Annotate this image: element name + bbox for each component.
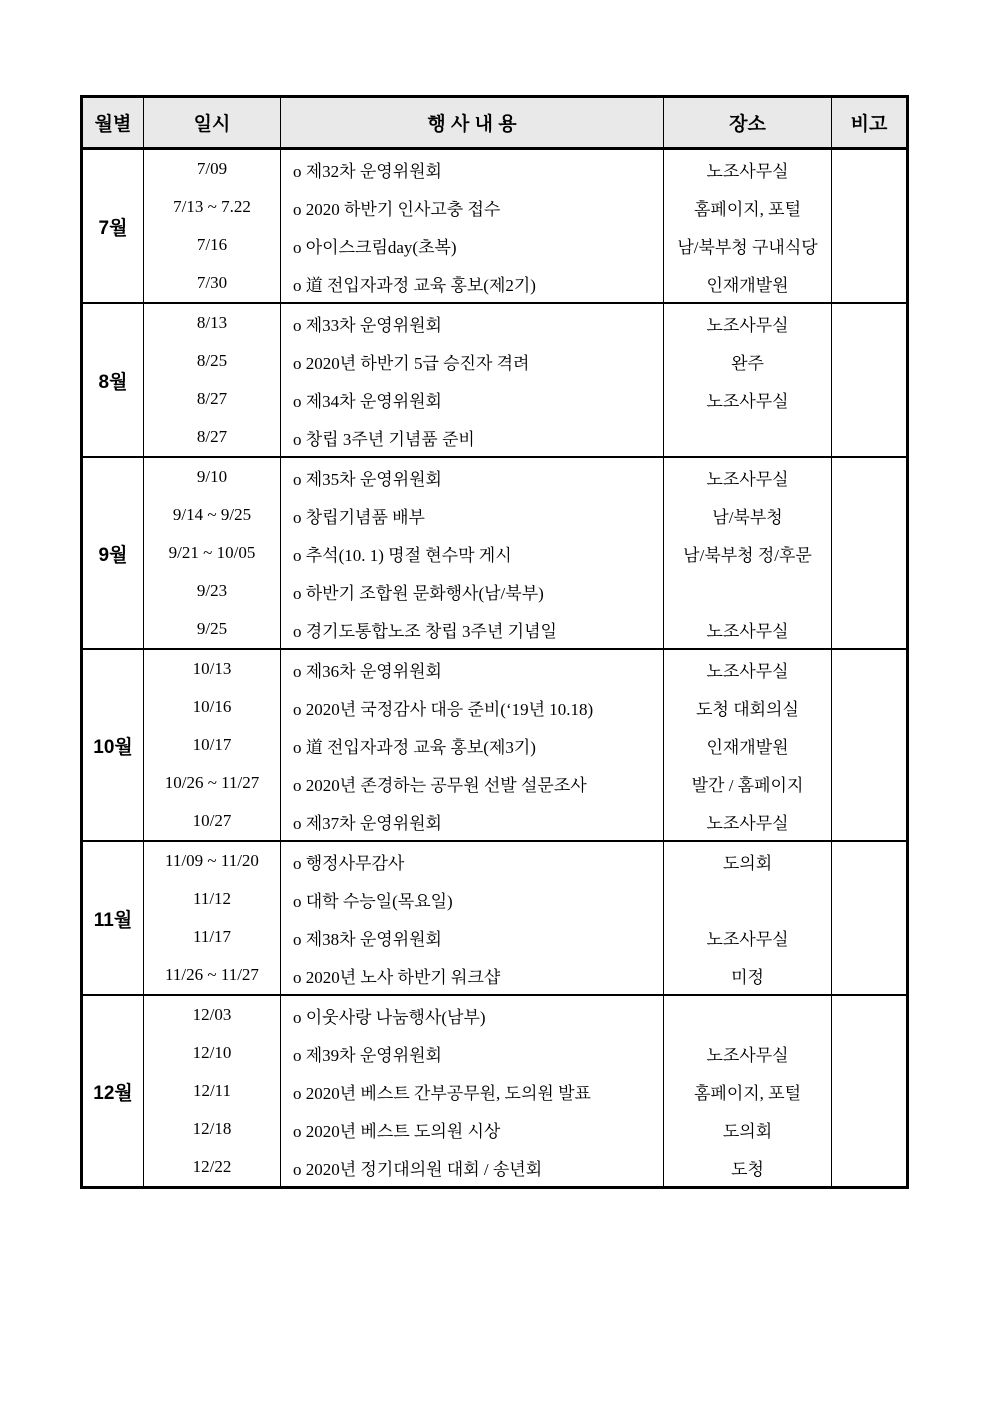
event-place: 홈페이지, 포털 — [693, 1083, 802, 1103]
event-place: 인재개발원 — [706, 737, 789, 757]
event-date: 9/25 — [196, 619, 228, 638]
month-section-row — [82, 303, 908, 457]
event-date: 12/03 — [192, 1005, 232, 1024]
event-content: o 창립 3주년 기념품 준비 — [293, 429, 475, 449]
event-content: o 2020년 베스트 도의원 시상 — [293, 1121, 501, 1141]
event-place: 도의회 — [722, 853, 773, 873]
event-date: 9/21 ~ 10/05 — [168, 543, 256, 562]
event-date: 10/16 — [192, 697, 232, 716]
event-place: 발간 / 홈페이지 — [691, 775, 804, 795]
event-content: o 하반기 조합원 문화행사(남/북부) — [293, 583, 544, 603]
event-date: 9/23 — [196, 581, 228, 600]
note-cell — [832, 457, 908, 649]
event-date: 10/26 ~ 11/27 — [164, 773, 260, 792]
event-content: o 제32차 운영위원회 — [293, 161, 442, 181]
place-column — [664, 649, 832, 841]
event-content: o 2020년 하반기 5급 승진자 격려 — [293, 353, 530, 373]
event-content: o 제36차 운영위원회 — [293, 661, 442, 681]
place-column — [664, 995, 832, 1188]
content-column — [281, 841, 664, 995]
place-column — [664, 303, 832, 457]
event-date: 7/09 — [196, 159, 228, 178]
event-schedule-table — [80, 95, 909, 1189]
place-column — [664, 841, 832, 995]
date-column — [144, 149, 281, 304]
event-place: 노조사무실 — [706, 813, 789, 833]
event-content: o 2020년 존경하는 공무원 선발 설문조사 — [293, 775, 587, 795]
event-place: 남/북부청 정/후문 — [683, 545, 812, 565]
event-date: 10/27 — [192, 811, 232, 830]
month-label: 12월 — [82, 995, 144, 1188]
event-content: o 道 전입자과정 교육 홍보(제3기) — [293, 737, 536, 757]
event-content: o 2020년 노사 하반기 워크샵 — [293, 967, 501, 987]
event-date: 8/27 — [196, 389, 228, 408]
event-place: 완주 — [731, 353, 764, 373]
event-content: o 2020년 정기대의원 대회 / 송년회 — [293, 1159, 543, 1179]
month-label: 7월 — [82, 149, 144, 304]
event-place: 도청 대회의실 — [696, 699, 799, 719]
event-content: o 이웃사랑 나눔행사(남부) — [293, 1007, 486, 1027]
date-column — [144, 649, 281, 841]
event-content: o 제35차 운영위원회 — [293, 469, 442, 489]
event-place: 노조사무실 — [706, 1045, 789, 1065]
event-date: 10/13 — [192, 659, 232, 678]
month-label: 11월 — [82, 841, 144, 995]
event-date: 9/14 ~ 9/25 — [172, 505, 252, 524]
event-place: 노조사무실 — [706, 469, 789, 489]
event-place: 노조사무실 — [706, 161, 789, 181]
event-content: o 대학 수능일(목요일) — [293, 891, 453, 911]
event-content: o 2020년 베스트 간부공무원, 도의원 발표 — [293, 1083, 591, 1103]
content-column — [281, 149, 664, 304]
event-content: o 창립기념품 배부 — [293, 507, 425, 527]
header-date: 일시 — [144, 97, 281, 149]
event-content: o 제37차 운영위원회 — [293, 813, 442, 833]
month-label: 10월 — [82, 649, 144, 841]
event-content: o 제33차 운영위원회 — [293, 315, 442, 335]
event-date: 8/27 — [196, 427, 228, 446]
header-place: 장소 — [664, 97, 832, 149]
month-section-row — [82, 841, 908, 995]
date-column — [144, 457, 281, 649]
event-content: o 제34차 운영위원회 — [293, 391, 442, 411]
event-place: 노조사무실 — [706, 661, 789, 681]
table-header-row — [82, 97, 908, 149]
month-section-row — [82, 995, 908, 1188]
place-column — [664, 149, 832, 304]
event-place: 노조사무실 — [706, 621, 789, 641]
note-cell — [832, 841, 908, 995]
date-column — [144, 303, 281, 457]
event-date: 8/13 — [196, 313, 228, 332]
date-column — [144, 995, 281, 1188]
event-date: 7/16 — [196, 235, 228, 254]
note-cell — [832, 995, 908, 1188]
event-date: 12/10 — [192, 1043, 232, 1062]
note-cell — [832, 649, 908, 841]
header-content: 행 사 내 용 — [281, 97, 664, 149]
note-cell — [832, 303, 908, 457]
event-place: 노조사무실 — [706, 929, 789, 949]
event-date: 9/10 — [196, 467, 228, 486]
event-content: o 道 전입자과정 교육 홍보(제2기) — [293, 275, 536, 295]
date-column — [144, 841, 281, 995]
header-note: 비고 — [832, 97, 908, 149]
event-date: 12/11 — [192, 1081, 232, 1100]
event-content: o 2020년 국정감사 대응 준비(‘19년 10.18) — [293, 699, 594, 719]
event-content: o 제38차 운영위원회 — [293, 929, 442, 949]
event-date: 10/17 — [192, 735, 232, 754]
event-content: o 추석(10. 1) 명절 현수막 게시 — [293, 545, 512, 565]
event-place: 노조사무실 — [706, 391, 789, 411]
month-section-row — [82, 649, 908, 841]
event-content: o 2020 하반기 인사고충 접수 — [293, 199, 501, 219]
month-section-row — [82, 457, 908, 649]
place-column — [664, 457, 832, 649]
event-date: 11/17 — [192, 927, 232, 946]
month-section-row — [82, 149, 908, 304]
event-place: 남/북부청 — [712, 507, 783, 527]
event-place — [664, 418, 831, 456]
event-content: o 경기도통합노조 창립 3주년 기념일 — [293, 621, 557, 641]
event-place: 도청 — [731, 1159, 764, 1179]
event-content: o 행정사무감사 — [293, 853, 405, 873]
header-month: 월별 — [82, 97, 144, 149]
event-place: 노조사무실 — [706, 315, 789, 335]
content-column — [281, 303, 664, 457]
content-column — [281, 457, 664, 649]
event-place — [664, 996, 831, 1034]
event-date: 7/13 ~ 7.22 — [173, 197, 251, 216]
event-place: 인재개발원 — [706, 275, 789, 295]
content-column — [281, 995, 664, 1188]
event-content: o 제39차 운영위원회 — [293, 1045, 442, 1065]
event-date: 11/09 ~ 11/20 — [165, 851, 259, 870]
content-column — [281, 649, 664, 841]
event-place: 남/북부청 구내식당 — [677, 237, 818, 257]
note-cell — [832, 149, 908, 304]
event-date: 11/12 — [192, 889, 232, 908]
event-date: 12/22 — [192, 1157, 232, 1176]
event-date: 12/18 — [192, 1119, 232, 1138]
event-place — [664, 572, 831, 610]
event-place: 홈페이지, 포털 — [693, 199, 802, 219]
event-date: 8/25 — [196, 351, 228, 370]
month-label: 8월 — [82, 303, 144, 457]
event-content: o 아이스크림day(초복) — [293, 237, 457, 257]
event-date: 11/26 ~ 11/27 — [165, 965, 259, 984]
month-label: 9월 — [82, 457, 144, 649]
event-date: 7/30 — [196, 273, 228, 292]
event-place: 미정 — [731, 967, 764, 987]
event-place — [664, 880, 831, 918]
event-place: 도의회 — [722, 1121, 773, 1141]
